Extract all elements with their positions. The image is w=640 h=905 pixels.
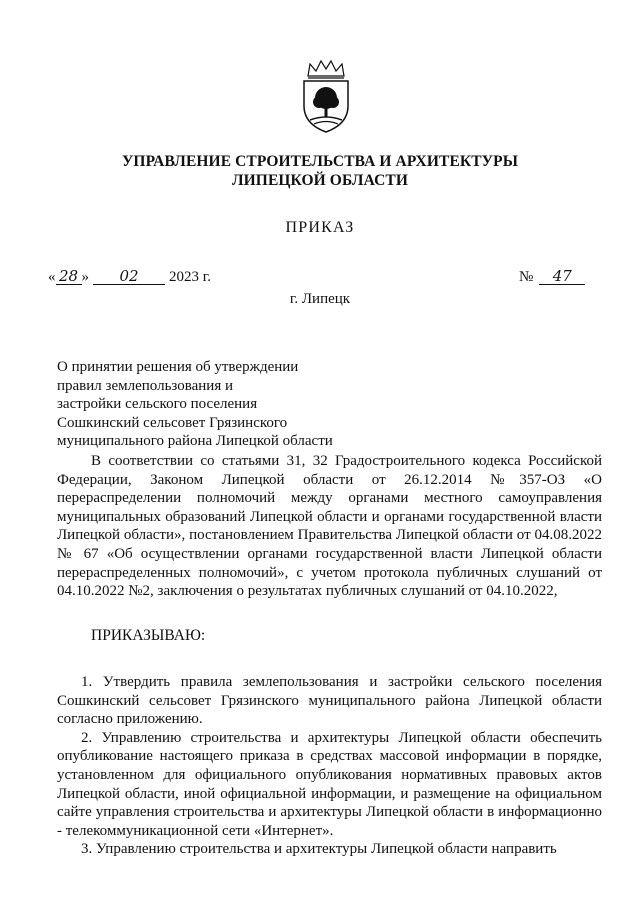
subject-line: О принятии решения об утверждении <box>57 359 299 375</box>
date-month-handwritten: 02 <box>93 268 165 285</box>
document-subject <box>57 358 333 451</box>
number-prefix: № <box>519 269 534 285</box>
preamble-paragraph: В соответствии со статьями 31, 32 Градостроительного кодекса Российской Федерации, Законом Липецкой области от 26.12.2014 №357-ОЗ «О перераспределении полномочий между органами местного самоуправления муниципальных образований Липецкой области и органами государственной власти Липецкой области», постановлением Правительства Липецкой области от 04.08.2022 № 67 «Об осуществлении органами государственной власти Липецкой области перераспределенных полномочий», с учетом протокола публичных слушаний от 04.10.2022 №2, заключения о результатах публичных слушаний от 04.10.2022, <box>57 453 602 600</box>
subject-line: муниципального района Липецкой области <box>57 433 333 450</box>
date-day-handwritten: 28 <box>56 268 82 285</box>
lipetsk-coat-of-arms-icon <box>296 58 356 136</box>
subject-line: правил землепользования и <box>57 377 234 394</box>
order-item: 1. Утвердить правила землепользования и застройки сельского поселения Сошкинский сельсовет Грязинского муниципального района Липецкой области согласно приложению. <box>57 674 602 728</box>
date-year: 2023 г. <box>169 269 211 285</box>
order-item: 2. Управлению строительства и архитектуры Липецкой области обеспечить опубликование настоящего приказа в средствах массовой информации в порядке, установленном для официального опубликования нормативных правовых актов Липецкой области, иной официальной информации, и размещение на официальном сайте управления строительства и архитектуры Липецкой области в информационно - телекоммуникационной сети «Интернет». <box>57 729 602 839</box>
document-type-title: ПРИКАЗ <box>285 219 355 236</box>
document-number <box>519 268 585 286</box>
order-word: ПРИКАЗЫВАЮ: <box>91 627 206 644</box>
city-name: г. Липецк <box>289 291 351 307</box>
number-value-handwritten: 47 <box>539 268 585 285</box>
organization-name-line2: ЛИПЕЦКОЙ ОБЛАСТИ <box>232 172 408 189</box>
order-item: 3. Управлению строительства и архитектуры Липецкой области направить <box>81 841 557 858</box>
organization-name-line1: УПРАВЛЕНИЕ СТРОИТЕЛЬСТВА И АРХИТЕКТУРЫ <box>121 153 519 170</box>
subject-line: Сошкинский сельсовет Грязинского <box>57 414 288 431</box>
subject-line: застройки сельского поселения <box>57 396 258 413</box>
order-items <box>57 673 602 859</box>
document-date <box>48 268 211 286</box>
date-close-quote: » <box>81 269 89 285</box>
date-open-quote: « <box>48 269 56 285</box>
